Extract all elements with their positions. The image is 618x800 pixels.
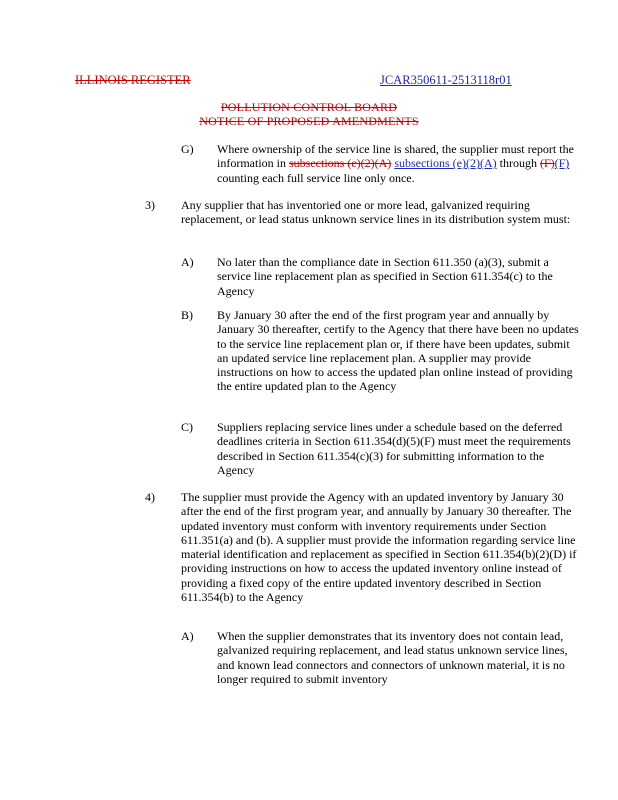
header-register-name: ILLINOIS REGISTER [75, 73, 191, 87]
item-4a-label: A) [181, 629, 194, 643]
item-3b-text: By January 30 after the end of the first program year and annually by January 30 thereafter, certify to the Agency that there have been no updates to the service line replacement plan or, if there have been updates, submit an updated service line replacement plan. A supplier may provide instructions on how to access the updated plan online instead of providing the entire updated plan to the Agency [217, 308, 579, 394]
item-g-text-1: Where ownership of the service line is shared, the supplier must report the information in [217, 142, 574, 171]
item-3a-text: No later than the compliance date in Section 611.350 (a)(3), submit a service line replacement plan as specified in Section 611.354(c) to the Agency [217, 255, 553, 298]
item-3c-label: C) [181, 420, 193, 434]
item-g-label: G) [181, 142, 194, 156]
agency-title: POLLUTION CONTROL BOARD [220, 100, 398, 114]
item-3a-label: A) [181, 255, 194, 269]
item-3-label: 3) [145, 198, 155, 212]
item-g-inserted-f: (F) [554, 156, 570, 171]
item-4-label: 4) [145, 490, 155, 504]
item-4a-text: When the supplier demonstrates that its inventory does not contain lead, galvanized requiring replacement, and lead status unknown service lines, and known lead connectors and connectors of unknown material, it is no longer required to submit inventory [217, 629, 568, 686]
item-3-text: Any supplier that has inventoried one or more lead, galvanized requiring replacement, or lead status unknown service lines in its distribution system must: [181, 198, 571, 227]
item-g-deleted-f: (F) [539, 156, 555, 171]
item-4-text: The supplier must provide the Agency with an updated inventory by January 30 after the end of the first program year, and annually by January 30 thereafter. The updated inventory must conform with inventory requirements under Section 611.351(a) and (b). A supplier must provide the information regarding service line material identification and replacement as specified in Section 611.354(b)(2)(D) if providing instructions on how to access the updated inventory online instead of providing a fixed copy of the entire updated inventory described in Section 611.354(b) to the Agency [181, 490, 577, 605]
item-g-inserted-subsections: subsections (e)(2)(A) [394, 156, 497, 171]
item-g-text-4: counting each full service line only once. [217, 170, 415, 185]
item-g-text-3: through [496, 156, 540, 171]
item-3c-text: Suppliers replacing service lines under a schedule based on the deferred deadlines criteria in Section 611.354(d)(5)(F) must meet the requirements described in Section 611.354(c)(3) for submitting information to the Agency [217, 420, 571, 477]
item-g-deleted-subsections: subsections (e)(2)(A) [289, 156, 392, 171]
item-3b-label: B) [181, 308, 193, 322]
notice-title: NOTICE OF PROPOSED AMENDMENTS [199, 114, 419, 128]
header-jcar-code: JCAR350611-2513118r01 [380, 73, 512, 87]
item-g-text [217, 142, 582, 185]
